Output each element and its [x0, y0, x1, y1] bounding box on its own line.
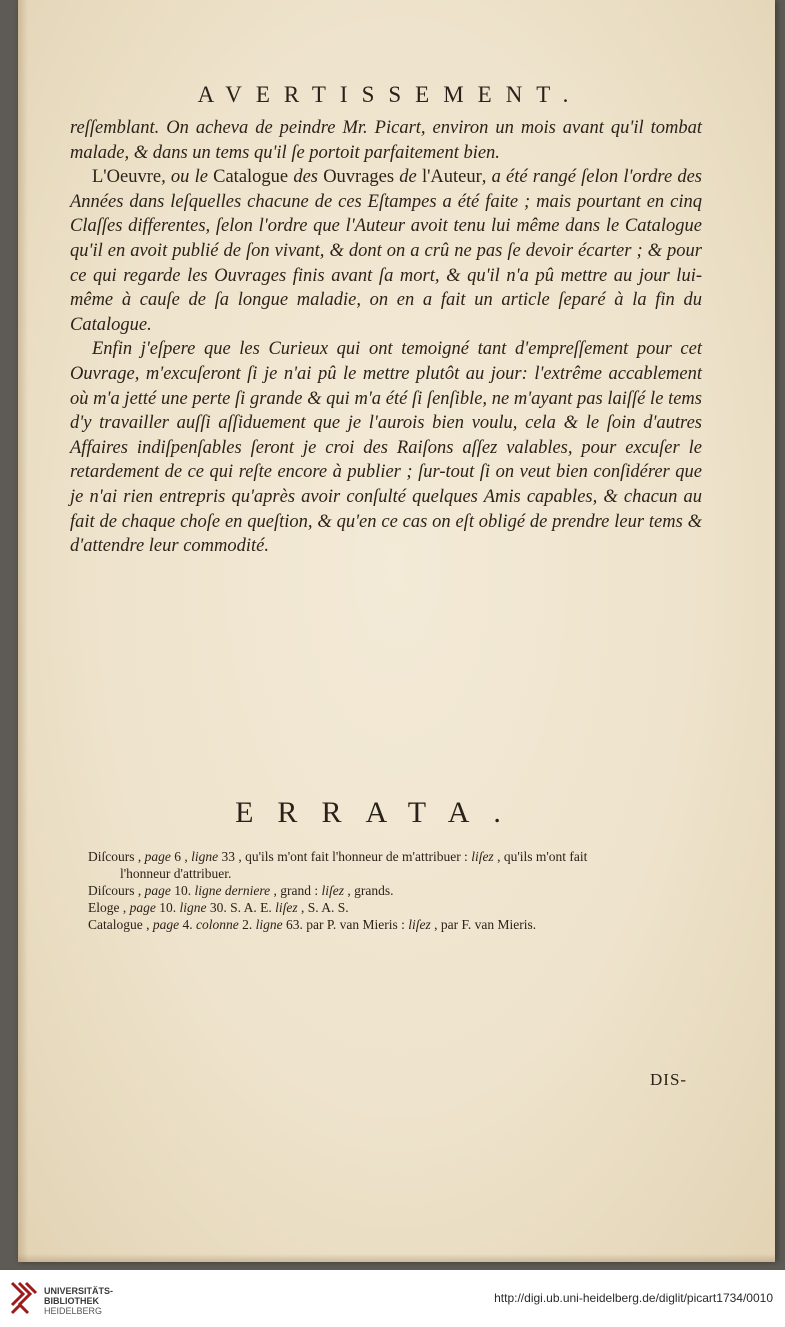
errata-colonne-label: colonne — [195, 917, 239, 932]
paragraph-2 — [70, 165, 702, 337]
errata-ligne-label: ligne — [191, 849, 219, 864]
catchword: DIS- — [650, 1070, 688, 1089]
errata-ligne-label: ligne — [255, 917, 283, 932]
errata-page-label: page — [144, 849, 171, 864]
errata-line-continuation: l'honneur d'attribuer. — [120, 866, 232, 881]
page-bottom-shadow — [18, 1254, 775, 1262]
running-head: AVERTISSEMENT. — [197, 82, 583, 107]
library-logo-icon[interactable] — [8, 1280, 38, 1316]
errata-ref: Eloge , — [88, 900, 130, 915]
errata-colonne: 2. — [238, 917, 256, 932]
oeuvre-word: L'Oeuvre — [92, 167, 162, 188]
errata-list — [88, 848, 700, 933]
errata-page-label: page — [129, 900, 156, 915]
errata-ligne-label: ligne derniere — [194, 883, 271, 898]
errata-lisez: liſez — [275, 900, 298, 915]
errata-ref: Diſcours , — [88, 849, 145, 864]
page-edge-shadow — [18, 0, 28, 1262]
logo-line-1: UNIVERSITÄTS- — [44, 1286, 114, 1296]
errata-lisez: liſez — [408, 917, 431, 932]
errata-ref: Catalogue , — [88, 917, 153, 932]
ouvrages-word: Ouvrages — [323, 167, 395, 188]
viewer-footer — [0, 1270, 785, 1327]
p2-text-b: des — [288, 167, 324, 188]
paragraph-1: reſſemblant. On acheva de peindre Mr. Picart, environ un mois avant qu'il tombat malade, & dans un tems qu'il ſe portoit parfaitement bien. — [70, 118, 702, 163]
auteur-word: l'Auteur — [421, 167, 482, 188]
errata-line — [88, 882, 700, 899]
errata-ref: Diſcours , — [88, 883, 145, 898]
avertissement-text — [70, 116, 702, 559]
errata-page: 4. — [179, 917, 196, 932]
errata-line — [88, 899, 700, 916]
errata-title: ERRATA. — [235, 796, 525, 829]
errata-page: 10. — [155, 900, 180, 915]
paragraph-3: Enfin j'eſpere que les Curieux qui ont temoigné tant d'empreſſement pour cet Ouvrage, m'excuſeront ſi je n'ai pû le mettre plutôt au jour: l'extrême accablement où m'a jetté une perte ſi grande & qui m'a été ſi ſenſible, ne m'ayant pas laiſſé le tems d'y travailler auſſi aſſiduement que je l'aurois bien voulu, cela & le ſoin d'autres Affaires indiſpenſables ſeront je croi des Raiſons aſſez valables, pour excuſer le retardement de ce qui reſte encore à publier ; ſur-tout ſi on veut bien conſidérer que je n'ai rien entrepris qu'après avoir conſulté quelques Amis capables, & chacun au fait de chaque choſe en queſtion, & qu'en ce cas on eſt obligé de prendre leur tems & d'attendre leur commodité. — [70, 339, 702, 557]
catalogue-word: Catalogue — [213, 167, 289, 188]
permalink-url[interactable]: http://digi.ub.uni-heidelberg.de/diglit/picart1734/0010 — [494, 1291, 773, 1305]
p2-text-rest: , a été rangé ſelon l'ordre des Années dans leſquelles chacune de ces Eſtampes a été faite ; mais pourtant en cinq Claſſes differentes, ſelon l'ordre que l'Auteur avoit tenu lui même dans le Catalogue qu'il en avoit publié de ſon vivant, & dont on a crû ne pas ſe devoir écarter ; & pour ce qui regarde les Ouvrages finis avant ſa mort, & qu'il n'a pû mettre au jour lui-même à cauſe de ſa longue maladie, on en a fait un article ſeparé à la fin du Catalogue. — [70, 167, 702, 335]
errata-lisez: liſez — [321, 883, 344, 898]
errata-line — [88, 848, 700, 865]
errata-line — [88, 916, 700, 933]
errata-correction: , qu'ils m'ont fait — [493, 849, 588, 864]
errata-page-label: page — [152, 917, 180, 932]
errata-ligne: 30. S. A. E. — [206, 900, 276, 915]
errata-ligne-label: ligne — [179, 900, 207, 915]
logo-line-3: HEIDELBERG — [44, 1306, 103, 1316]
errata-ligne: 33 , qu'ils m'ont fait l'honneur de m'attribuer : — [218, 849, 472, 864]
errata-correction: , grands. — [343, 883, 394, 898]
errata-correction: , S. A. S. — [297, 900, 349, 915]
p2-text-c: de — [394, 167, 422, 188]
errata-correction: , par F. van Mieris. — [430, 917, 537, 932]
logo-line-2: BIBLIOTHEK — [44, 1296, 99, 1306]
errata-page: 6 , — [170, 849, 192, 864]
p2-text-a: , ou le — [161, 167, 214, 188]
errata-page-label: page — [144, 883, 171, 898]
errata-lisez: liſez — [471, 849, 494, 864]
errata-ligne: , grand : — [270, 883, 322, 898]
errata-ligne: 63. par P. van Mieris : — [282, 917, 409, 932]
errata-page: 10. — [170, 883, 195, 898]
library-logo-text[interactable] — [44, 1286, 113, 1316]
